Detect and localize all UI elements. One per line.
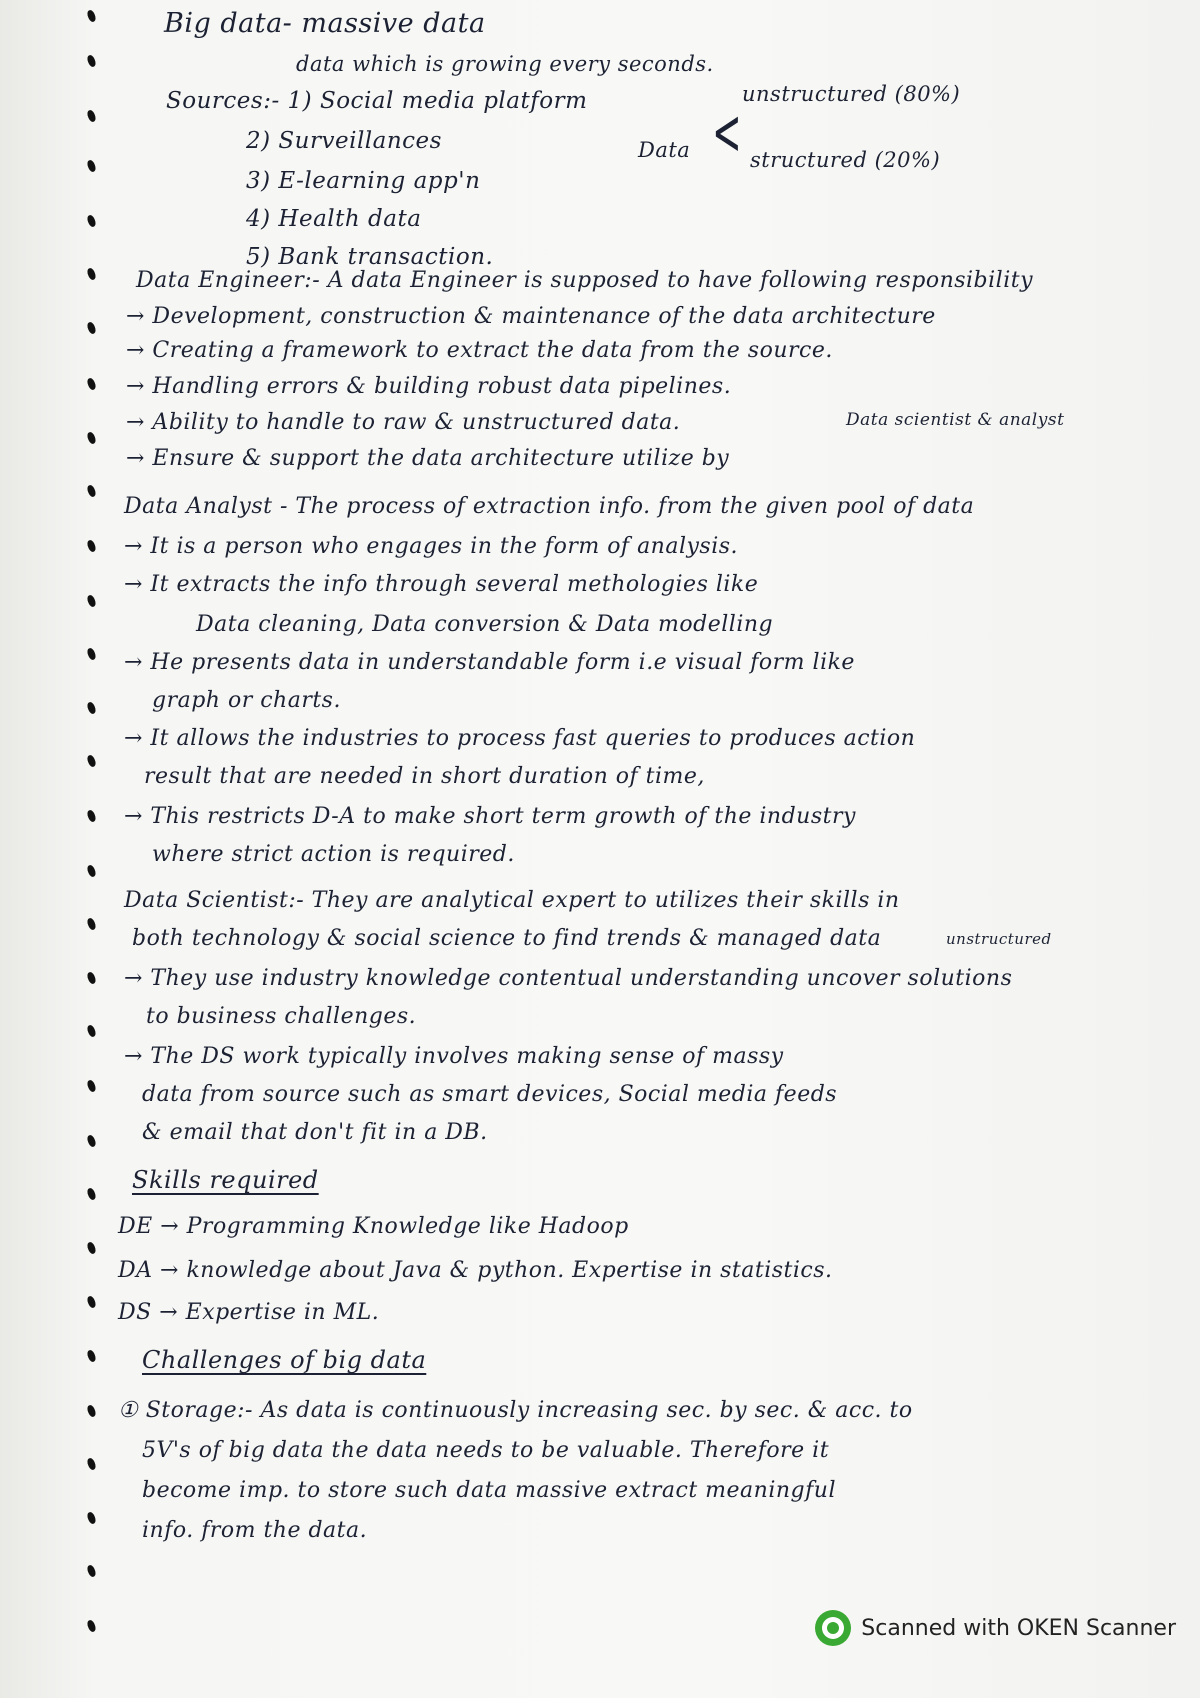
binding-hole: [86, 321, 97, 335]
oken-logo-icon: [815, 1610, 851, 1646]
watermark-text: Scanned with OKEN Scanner: [861, 1615, 1176, 1641]
binding-hole: [86, 647, 97, 661]
binding-hole: [86, 701, 97, 715]
note-line: → Handling errors & building robust data pipelines.: [126, 374, 732, 399]
binding-hole: [86, 1295, 97, 1309]
binding-hole: [86, 1619, 97, 1633]
heading-challenges: Challenges of big data: [142, 1346, 427, 1374]
heading-data-engineer: Data Engineer:- A data Engineer is supposed to have following responsibility: [136, 268, 1034, 293]
binding-hole: [86, 109, 97, 123]
binding-hole: [86, 1241, 97, 1255]
binding-hole: [86, 214, 97, 228]
binding-hole: [86, 1134, 97, 1148]
heading-skills-required: Skills required: [132, 1166, 319, 1194]
handwritten-notes: [118, 0, 1128, 1698]
binding-hole: [86, 1404, 97, 1418]
note-line: → He presents data in understandable form i.e visual form like: [124, 650, 855, 675]
branch-bracket: <: [712, 96, 742, 170]
binding-hole: [86, 1349, 97, 1363]
note-line: → Development, construction & maintenance of the data architecture: [126, 304, 936, 329]
binding-hole: [86, 1564, 97, 1578]
binding-hole: [86, 377, 97, 391]
binding-hole: [86, 864, 97, 878]
binding-hole: [86, 1187, 97, 1201]
note-line-title: Big data- massive data: [164, 8, 486, 39]
note-line: graph or charts.: [152, 688, 341, 713]
note-line: & email that don't fit in a DB.: [142, 1120, 488, 1145]
note-line: both technology & social science to find trends & managed data: [132, 926, 882, 951]
note-line: DE → Programming Knowledge like Hadoop: [118, 1214, 629, 1239]
binding-hole: [86, 594, 97, 608]
note-line: → This restricts D-A to make short term growth of the industry: [124, 804, 856, 829]
margin-note-unstructured: unstructured: [946, 930, 1052, 948]
note-line: → Ability to handle to raw & unstructured data.: [126, 410, 681, 435]
binding-hole: [86, 1511, 97, 1525]
binding-hole: [86, 1079, 97, 1093]
data-branch-label: Data: [638, 138, 691, 162]
binding-hole: [86, 484, 97, 498]
note-line: → Creating a framework to extract the data from the source.: [126, 338, 833, 363]
note-line: result that are needed in short duration of time,: [144, 764, 705, 789]
binding-hole: [86, 9, 97, 23]
data-branch-unstructured: unstructured (80%): [742, 82, 961, 106]
binding-hole: [86, 917, 97, 931]
binding-hole: [86, 1024, 97, 1038]
note-line: data from source such as smart devices, Social media feeds: [142, 1082, 838, 1107]
note-line-sources: Sources:- 1) Social media platform: [166, 88, 588, 114]
binding-hole: [86, 431, 97, 445]
note-line: 5V's of big data the data needs to be valuable. Therefore it: [142, 1438, 830, 1463]
note-line: DS → Expertise in ML.: [118, 1300, 380, 1325]
note-line: where strict action is required.: [152, 842, 515, 867]
binding-hole: [86, 54, 97, 68]
note-line: 2) Surveillances: [246, 128, 442, 154]
heading-data-analyst: Data Analyst - The process of extraction info. from the given pool of data: [124, 494, 975, 519]
note-line: → They use industry knowledge contentual understanding uncover solutions: [124, 966, 1013, 991]
binding-hole: [86, 267, 97, 281]
note-line: become imp. to store such data massive extract meaningful: [142, 1478, 836, 1503]
binding-hole: [86, 159, 97, 173]
note-line: to business challenges.: [146, 1004, 417, 1029]
binding-hole: [86, 1457, 97, 1471]
note-line: info. from the data.: [142, 1518, 368, 1543]
note-line: → The DS work typically involves making sense of massy: [124, 1044, 784, 1069]
margin-note-ds-analyst: Data scientist & analyst: [846, 410, 1065, 430]
note-line: → Ensure & support the data architecture utilize by: [126, 446, 730, 471]
note-line: ① Storage:- As data is continuously increasing sec. by sec. & acc. to: [118, 1398, 913, 1423]
spiral-binding: [86, 0, 100, 1698]
note-line: Data cleaning, Data conversion & Data modelling: [196, 612, 774, 637]
binding-hole: [86, 754, 97, 768]
scanner-watermark: [815, 1610, 1176, 1646]
note-line: → It extracts the info through several methologies like: [124, 572, 759, 597]
note-line: 5) Bank transaction.: [246, 244, 494, 270]
note-line: data which is growing every seconds.: [296, 52, 714, 76]
data-branch-structured: structured (20%): [750, 148, 941, 172]
note-line: 4) Health data: [246, 206, 422, 232]
binding-hole: [86, 539, 97, 553]
heading-data-scientist: Data Scientist:- They are analytical expert to utilizes their skills in: [124, 888, 900, 913]
note-line: → It allows the industries to process fast queries to produces action: [124, 726, 916, 751]
note-line: 3) E-learning app'n: [246, 168, 481, 194]
note-line: → It is a person who engages in the form of analysis.: [124, 534, 739, 559]
note-line: DA → knowledge about Java & python. Expertise in statistics.: [118, 1258, 833, 1283]
binding-hole: [86, 971, 97, 985]
binding-hole: [86, 809, 97, 823]
